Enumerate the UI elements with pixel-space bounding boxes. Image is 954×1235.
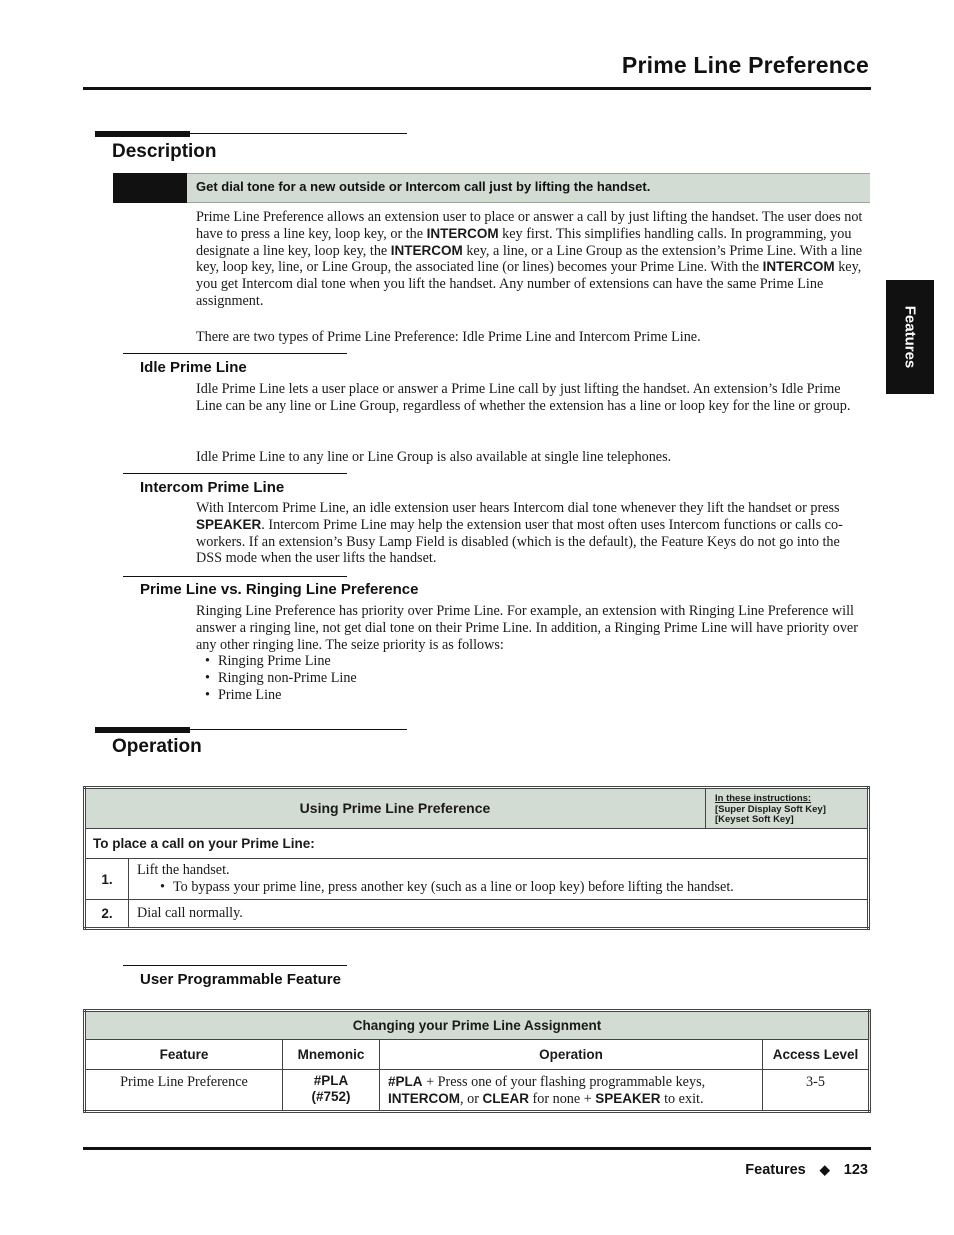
user-programmable-table (83, 1009, 871, 1113)
step-text: Lift the handset. • To bypass your prime line, press another key (such as a line or loop key) before lifting the handset. (129, 859, 869, 900)
diamond-icon: ◆ (819, 1162, 830, 1177)
operation-table-title: Using Prime Line Preference (299, 800, 491, 816)
column-header: Operation (380, 1040, 763, 1070)
idle-single-line-paragraph: Idle Prime Line to any line or Line Group is also available at single line telephones. (196, 449, 672, 465)
idle-paragraph: Idle Prime Line lets a user place or answer a Prime Line call by just lifting the handset. An extension’s Idle Prime Line can be any line or Line Group, regardless of whether the extension has a line or loop key for the line or group. (196, 381, 851, 414)
description-paragraph: Prime Line Preference allows an extension user to place or answer a call by just lifting the handset. The user does not have to press a line key, loop key, or the INTERCOM key first. This simplifies handling calls. In programming, you designate a line key, loop key, the INTERCOM key, a line, or a Line Group as the extension’s Prime Line. With a line key, loop key, line, or Line Group, the associated line (or lines) becomes your Prime Line. With the INTERCOM key, you get Intercom dial tone when you lift the handset. Any number of extensions can have the same Prime Line assignment. (196, 209, 863, 309)
step-number: 2. (85, 900, 129, 929)
subsection-heading-idle: Idle Prime Line (140, 359, 247, 376)
step-text: Dial call normally. (129, 900, 869, 929)
table-cell-feature: Prime Line Preference (85, 1070, 283, 1112)
column-header: Access Level (763, 1040, 870, 1070)
side-tab-label: Features (901, 305, 919, 369)
section-heading-operation: Operation (112, 736, 202, 757)
side-tab (886, 280, 934, 394)
instructions-note: In these instructions: [Super Display Soft Key] [Keyset Soft Key] (715, 793, 826, 825)
header-rule (83, 87, 871, 90)
page-number: 123 (843, 1162, 868, 1178)
summary-box (187, 173, 870, 203)
column-header: Feature (85, 1040, 283, 1070)
list-item: • Prime Line (202, 687, 868, 704)
ringing-paragraph: Ringing Line Preference has priority over Prime Line. For example, an extension with Ringing Line Preference will answer a ringing line, not get dial tone on their Prime Line. In addition, a Ringing Prime Line will have priority over any other ringing line. The seize priority is as follows: • Ringing Prime Line • Ringing non-Prime Line • Prime Line (196, 603, 868, 704)
table-cell-mnemonic: #PLA (#752) (283, 1070, 380, 1112)
column-header: Mnemonic (283, 1040, 380, 1070)
subsection-rule (123, 353, 347, 354)
list-item: • Ringing Prime Line (202, 653, 868, 670)
subsection-heading-intercom: Intercom Prime Line (140, 479, 285, 496)
list-item: • Ringing non-Prime Line (202, 670, 868, 687)
step-sub-list (157, 879, 866, 896)
operation-table-title-cell (85, 788, 869, 829)
section-bar (95, 727, 190, 733)
footer (745, 1162, 868, 1178)
step-number: 1. (85, 859, 129, 900)
table-cell-operation: #PLA + Press one of your flashing programmable keys, INTERCOM, or CLEAR for none + SPEAKER to exit. (380, 1070, 763, 1112)
priority-list (202, 653, 868, 703)
intercom-paragraph: With Intercom Prime Line, an idle extension user hears Intercom dial tone whenever they lift the handset or press SPEAKER. Intercom Prime Line may help the extension user that most often uses Intercom functions or calls co-workers. If an extension’s Busy Lamp Field is disabled (which is the default), the Feature Keys do not go into the DSS mode when the user lifts the handset. (196, 500, 843, 567)
subsection-rule (123, 576, 347, 577)
section-rule (95, 729, 407, 730)
page-title: Prime Line Preference (621, 52, 869, 78)
operation-table (83, 786, 870, 930)
section-rule (95, 133, 407, 134)
footer-rule (83, 1147, 871, 1150)
subsection-heading-user-programmable: User Programmable Feature (140, 971, 341, 988)
summary-marker (113, 173, 187, 203)
section-heading-description: Description (112, 141, 217, 162)
operation-table-section: To place a call on your Prime Line: (85, 829, 869, 859)
subsection-rule (123, 965, 347, 966)
footer-section: Features (745, 1162, 806, 1178)
subsection-heading-ringing: Prime Line vs. Ringing Line Preference (140, 581, 419, 598)
description-types-paragraph: There are two types of Prime Line Preference: Idle Prime Line and Intercom Prime Line. (196, 329, 701, 345)
title-divider (705, 789, 706, 828)
subsection-rule (123, 473, 347, 474)
summary-text: Get dial tone for a new outside or Intercom call just by lifting the handset. (196, 179, 651, 194)
table-cell-access-level: 3-5 (763, 1070, 870, 1112)
section-bar (95, 131, 190, 137)
user-programmable-table-title: Changing your Prime Line Assignment (85, 1011, 870, 1040)
list-item: • To bypass your prime line, press another key (such as a line or loop key) before lifting the handset. (157, 879, 866, 896)
